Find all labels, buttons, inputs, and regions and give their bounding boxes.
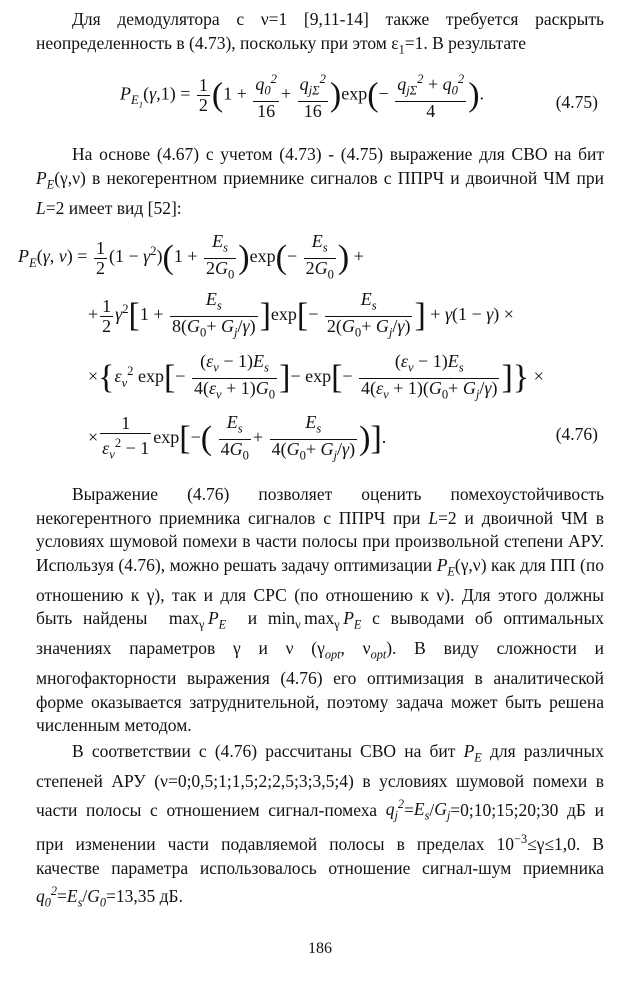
paragraph-2: На основе (4.67) с учетом (4.73) - (4.75) выражение для СВО на бит $P_E(\gamma,\nu)$ в некогерентном приемнике сигналов с ППРЧ и двоичной ЧМ при L=2 имеет вид [52]: xyxy=(36,144,604,218)
equation-label-4-76: (4.76) xyxy=(555,424,598,444)
equation-4-76-line-3: $\times\{\varepsilon_\nu^2$ exp[− $\frac{(\varepsilon_\nu - 1)E_s}{4(\varepsilon_\nu + 1)G_0}$ ]− exp[− $\frac{(\varepsilon_\nu - 1)E_s}{4(\varepsilon_\nu + 1)(G_0+ G_j/\gamma)}$ ]} × xyxy=(88,351,544,402)
paragraph-1: Для демодулятора с ν=1 [9,11-14] также требуется раскрыть неопределенность в (4.73), поскольку при этом $\varepsilon_1=1$. В результате xyxy=(36,9,604,56)
paragraph-3: Выражение (4.76) позволяет оценить помехоустойчивость некогерентного приемника сигналов с ППРЧ при L=2 и двоичной ЧМ в условиях шумовой помехи в части полосы при произвольной степени АРУ. Используя (4.76), можно решать задачу оптимизации $P_E(\gamma,\nu)$ как для ПП (по отношению к γ), так и для СРС (по отношению к ν). Для этого должны быть найдены $\max_\gamma P_E$ и $\min_\nu \max_\gamma P_E$ с выводами об оптимальных значениях параметров γ и ν ($\gamma_{opt}$, $\nu_{opt}$). В виду сложности и многофакторности выражения (4.76) его оптимизация в аналитической форме оказывается затруднительной, поэтому задача может быть решена численным методом. xyxy=(36,484,604,735)
equation-4-76-line-4: × $\frac{1}{\varepsilon_\nu^2 - 1}$ exp[−( $\frac{E_s}{4G_0}$ + $\frac{E_s}{4(G_0+ G_j/\gamma)}$ )]. xyxy=(88,412,387,463)
equation-4-76-line-2: + $\frac{1}{2}$ $\gamma^2[1$ + $\frac{E_s}{8(G_0+ G_j/\gamma)}$ ]exp[− $\frac{E_s}{2(G_0+ G_j/\gamma)}$ ] + γ(1 − γ) × xyxy=(88,289,514,340)
equation-4-76-line-1: $P_E(\gamma$, ν) = $\frac{1}{2}$ $(1 - \gamma^2)(1$ + $\frac{E_s}{2G_0}$ )exp(− $\frac{E_s}{2G_0}$ ) + xyxy=(18,231,364,282)
paragraph-4: В соответствии с (4.76) рассчитаны СВО на бит $P_E$ для различных степеней АРУ (ν=0;0,5;1;1,5;2;2,5;3;3,5;4) в условиях шумовой помехи в части полосы с отношением сигнал-помеха $q_j^2=E_s/G_j=0;10;15;20;30$ дБ и при изменении части подавляемой полосы в пределах $10^{-3}\le\gamma\le 1,0$. В качестве параметра использовалось отношение сигнал-шум приемника $q_0^2=E_s/G_0=13,35$ дБ. xyxy=(36,741,605,910)
page-number: 186 xyxy=(308,940,332,957)
equation-4-75: $P_{E_1}(\gamma,1)$ = $\frac{1}{2}$ (1 + $\frac{q_0^2}{16}$ + $\frac{q_{j\Sigma}^2}{16}$ )exp(− $\frac{q_{j\Sigma}^2 + q_0^2}{4}$ ). xyxy=(120,72,485,121)
equation-label-4-75: (4.75) xyxy=(555,92,598,112)
